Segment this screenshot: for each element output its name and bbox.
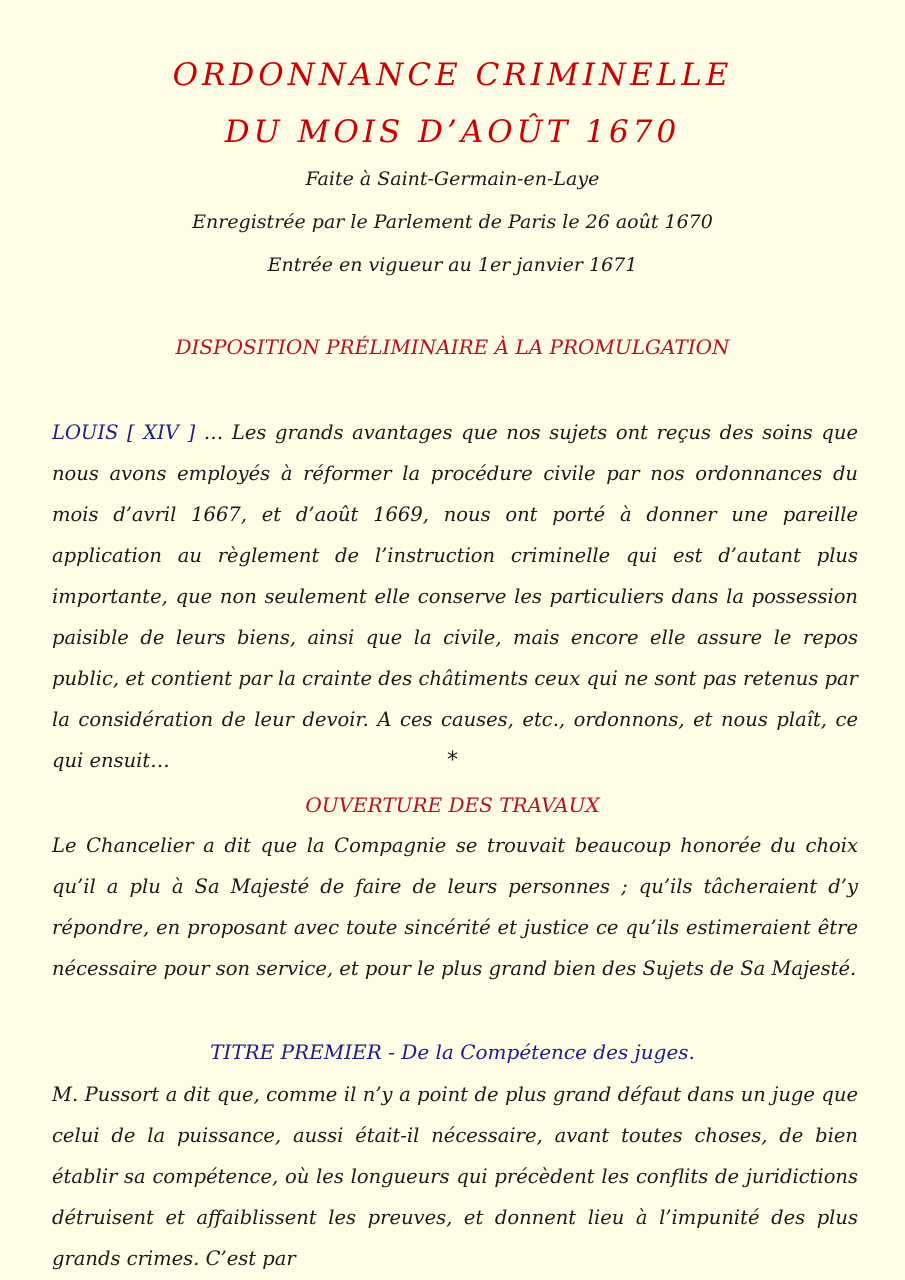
section-heading-title-one: TITRE PREMIER - De la Compétence des juges.	[210, 1040, 695, 1064]
paragraph-preliminary	[52, 412, 858, 781]
document-title-line-1: ORDONNANCE CRIMINELLE	[172, 57, 733, 93]
subtitle-effective-date: Entrée en vigueur au 1er janvier 1671	[267, 254, 638, 276]
subtitle-place: Faite à Saint-Germain-en-Laye	[305, 168, 600, 190]
paragraph-preliminary-text: … Les grands avantages que nos sujets ont reçus des soins que nous avons employés à réformer la procédure civile par nos ordonnances du mois d’avril 1667, et d’août 1669, nous ont porté à donner une pareille application au règlement de l’instruction criminelle qui est d’autant plus importante, que non seulement elle conserve les particuliers dans la possession paisible de leurs biens, ainsi que la civile, mais encore elle assure le repos public, et contient par la crainte des châtiments ceux qui ne sont pas retenus par la considération de leur devoir. A ces causes, etc., ordonnons, et nous plaît, ce qui ensuit…	[52, 421, 858, 772]
paragraph-title-one: M. Pussort a dit que, comme il n’y a point de plus grand défaut dans un juge que celui de la puissance, aussi était-il nécessaire, avant toutes choses, de bien établir sa compétence, où les longueurs qui précèdent les conflits de juridictions détruisent et affaiblissent les preuves, et donnent lieu à l’impunité des plus grands crimes. C’est par	[52, 1083, 858, 1270]
separator-asterisk: *	[447, 748, 458, 773]
paragraph-opening: Le Chancelier a dit que la Compagnie se trouvait beaucoup honorée du choix qu’il a plu à Sa Majesté de faire de leurs personnes ; qu’ils tâcheraient d’y répondre, en proposant avec toute sincérité et justice ce qu’ils estimeraient être nécessaire pour son service, et pour le plus grand bien des Sujets de Sa Majesté.	[52, 834, 858, 980]
king-name: LOUIS [ XIV ]	[52, 421, 196, 444]
subtitle-registration: Enregistrée par le Parlement de Paris le 26 août 1670	[192, 211, 713, 233]
section-heading-opening: OUVERTURE DES TRAVAUX	[305, 793, 600, 817]
document-title-line-2: DU MOIS D’AOÛT 1670	[224, 114, 681, 150]
section-heading-preliminary: DISPOSITION PRÉLIMINAIRE À LA PROMULGATION	[175, 335, 730, 359]
